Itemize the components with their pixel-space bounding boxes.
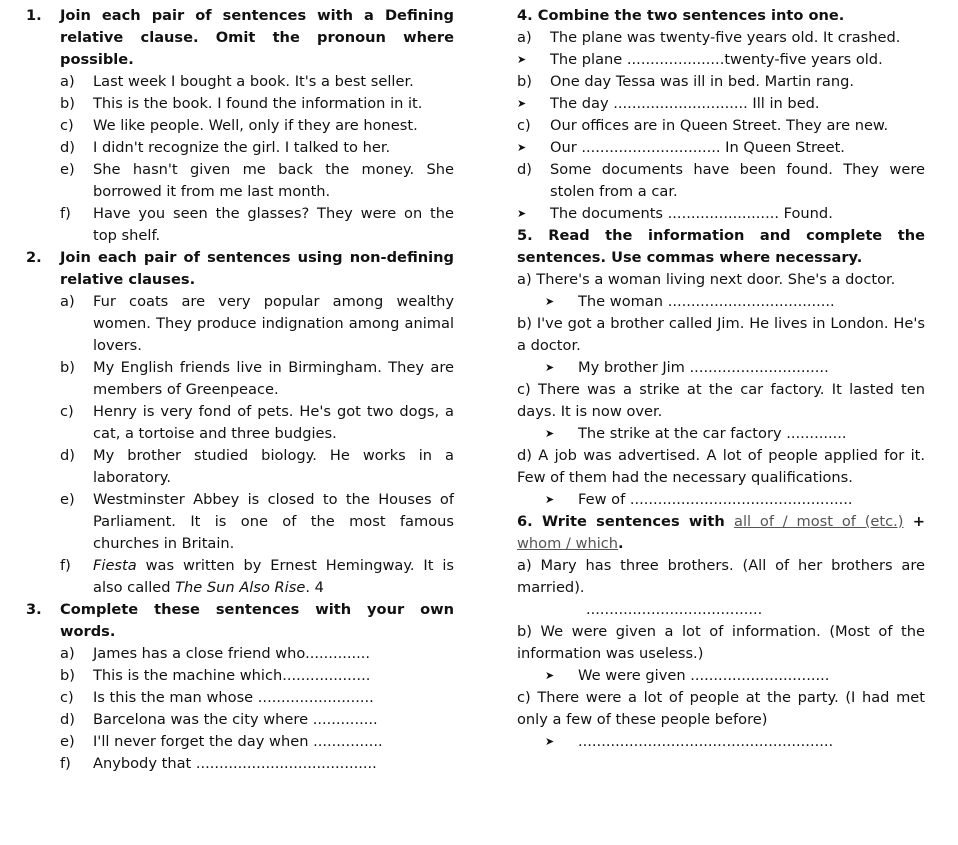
- section-title: Complete these sentences with your own words.: [60, 601, 454, 640]
- exercise-item: f) Fiesta was written by Ernest Hemingway. It is also called The Sun Also Rise. 4: [60, 557, 454, 596]
- section-4-heading: 4. Combine the two sentences into one.: [517, 7, 845, 24]
- arrow-bullet-icon: ➤: [517, 53, 527, 66]
- exercise-item: b) This is the machine which...................: [60, 667, 371, 684]
- section-2-heading: [26, 247, 454, 291]
- answer-line: ➤ The plane .....................twenty-five years old.: [517, 49, 925, 71]
- exercise-item: a) The plane was twenty-five years old. It crashed.: [517, 29, 901, 46]
- exercise-item: b) One day Tessa was ill in bed. Martin rang.: [517, 73, 854, 90]
- right-column: [517, 5, 925, 753]
- exercise-item: d) My brother studied biology. He works in a laboratory.: [60, 447, 454, 486]
- arrow-bullet-icon: ➤: [545, 295, 555, 308]
- section-3-heading: [26, 599, 454, 643]
- arrow-bullet-icon: ➤: [517, 207, 527, 220]
- answer-line: ➤ Few of ................................................: [545, 489, 925, 511]
- section-number: 2.: [26, 249, 42, 266]
- arrow-bullet-icon: ➤: [545, 669, 555, 682]
- section-6-heading: 6. Write sentences with all of / most of (etc.) + whom / which.: [517, 513, 925, 552]
- exercise-item: c) Is this the man whose .........................: [60, 689, 374, 706]
- answer-line: ➤ Our .............................. In Queen Street.: [517, 137, 925, 159]
- exercise-item: a) James has a close friend who..............: [60, 645, 371, 662]
- exercise-item: c) There was a strike at the car factory. It lasted ten days. It is now over.: [517, 381, 925, 420]
- answer-line: ➤ The strike at the car factory .............: [545, 423, 925, 445]
- exercise-item: a) Mary has three brothers. (All of her brothers are married).: [517, 557, 925, 596]
- exercise-item: d) I didn't recognize the girl. I talked to her.: [60, 139, 391, 156]
- answer-line: ➤ The day ............................. Ill in bed.: [517, 93, 925, 115]
- exercise-item: a) Fur coats are very popular among wealthy women. They produce indignation among animal lovers.: [60, 293, 454, 354]
- exercise-item: d) Some documents have been found. They were stolen from a car.: [517, 161, 925, 200]
- exercise-item: d) A job was advertised. A lot of people applied for it. Few of them had the necessary qualifications.: [517, 447, 925, 486]
- arrow-bullet-icon: ➤: [545, 361, 555, 374]
- exercise-item: f) Have you seen the glasses? They were on the top shelf.: [60, 205, 454, 244]
- exercise-item: c) We like people. Well, only if they are honest.: [60, 117, 418, 134]
- exercise-item: b) My English friends live in Birmingham. They are members of Greenpeace.: [60, 359, 454, 398]
- answer-line: ➤ We were given ..............................: [545, 665, 925, 687]
- exercise-item: a) Last week I bought a book. It's a best seller.: [60, 73, 414, 90]
- answer-line: ......................................: [586, 601, 763, 618]
- exercise-item: b) I've got a brother called Jim. He lives in London. He's a doctor.: [517, 315, 925, 354]
- exercise-item: f) Anybody that .......................................: [60, 755, 377, 772]
- answer-line: ➤ The woman ....................................: [545, 291, 925, 313]
- left-column: [26, 5, 454, 775]
- section-title: Join each pair of sentences using non-defining relative clauses.: [60, 249, 454, 288]
- section-1-heading: [26, 5, 454, 71]
- exercise-item: a) There's a woman living next door. She's a doctor.: [517, 271, 896, 288]
- arrow-bullet-icon: ➤: [517, 97, 527, 110]
- book-title: Fiesta: [93, 557, 137, 574]
- exercise-item: b) This is the book. I found the information in it.: [60, 95, 423, 112]
- exercise-item: c) Our offices are in Queen Street. They are new.: [517, 117, 889, 134]
- exercise-item: d) Barcelona was the city where ..............: [60, 711, 378, 728]
- section-5-heading: 5. Read the information and complete the sentences. Use commas where necessary.: [517, 227, 925, 266]
- exercise-item: e) She hasn't given me back the money. She borrowed it from me last month.: [60, 161, 454, 200]
- answer-line: ➤ .......................................................: [545, 731, 925, 753]
- exercise-item: e) Westminster Abbey is closed to the Houses of Parliament. It is one of the most famous churches in Britain.: [60, 491, 454, 552]
- section-number: 3.: [26, 601, 42, 618]
- section-number: 1.: [26, 7, 42, 24]
- exercise-item: e) I'll never forget the day when ...............: [60, 733, 383, 750]
- arrow-bullet-icon: ➤: [545, 493, 555, 506]
- exercise-item: b) We were given a lot of information. (Most of the information was useless.): [517, 623, 925, 662]
- book-title: The Sun Also Rise: [175, 579, 306, 596]
- arrow-bullet-icon: ➤: [545, 735, 555, 748]
- answer-line: ➤ My brother Jim ..............................: [545, 357, 925, 379]
- answer-line: ➤ The documents ........................ Found.: [517, 203, 925, 225]
- arrow-bullet-icon: ➤: [545, 427, 555, 440]
- section-title: Join each pair of sentences with a Defining relative clause. Omit the pronoun where possible.: [60, 7, 454, 68]
- arrow-bullet-icon: ➤: [517, 141, 527, 154]
- exercise-item: c) There were a lot of people at the party. (I had met only a few of these people before): [517, 689, 925, 728]
- exercise-item: c) Henry is very fond of pets. He's got two dogs, a cat, a tortoise and three budgies.: [60, 403, 454, 442]
